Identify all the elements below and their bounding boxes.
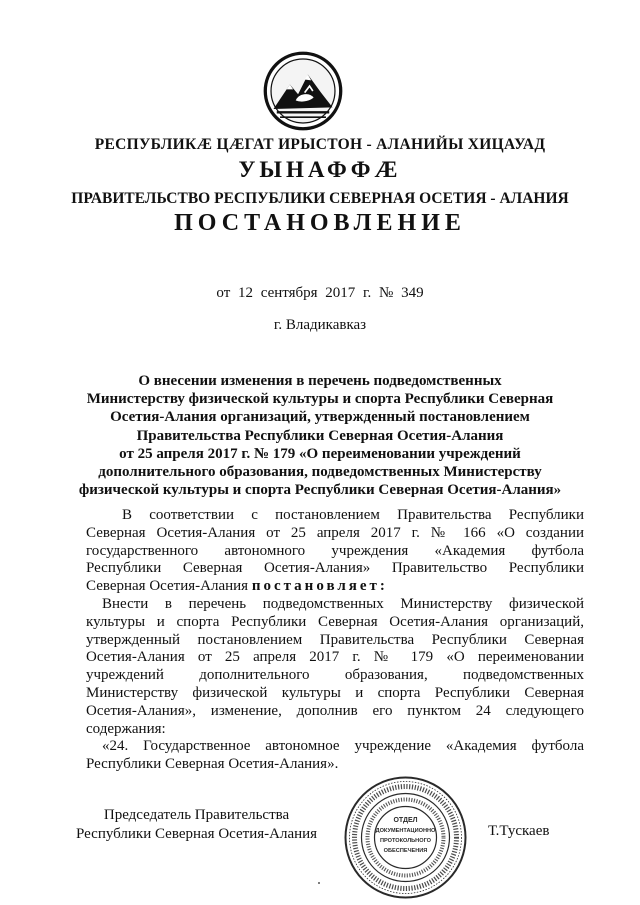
subject-line: Министерству физической культуры и спорта Республики Северная <box>86 391 554 408</box>
official-seal-icon <box>343 775 468 900</box>
body-line: культуры и спорта Республики Северная Осетия-Алания организаций, <box>86 613 584 630</box>
stamp-text: ПРОТОКОЛЬНОГО <box>379 838 432 844</box>
stamp-text: ОБЕСПЕЧЕНИЯ <box>383 848 428 854</box>
body-line: Осетия-Алания», изменение, дополнив его пунктом 24 следующего <box>86 702 584 719</box>
body-line <box>86 578 584 596</box>
subject-line: дополнительного образования, подведомственных Министерству <box>98 464 542 481</box>
body-text: : <box>379 578 388 595</box>
body-line: содержания: <box>86 720 166 737</box>
signature-position-line: Республики Северная Осетия-Алания <box>76 826 318 842</box>
header-government: ПРАВИТЕЛЬСТВО РЕСПУБЛИКИ СЕВЕРНАЯ ОСЕТИЯ - АЛАНИЯ <box>71 190 569 207</box>
subject-line: Правительства Республики Северная Осетия-Алания <box>136 427 504 444</box>
stamp-text: ОТДЕЛ <box>393 817 418 824</box>
document-body <box>86 507 584 774</box>
subject-line: О внесении изменения в перечень подведомственных <box>138 373 502 389</box>
document-date-number: от 12 сентября 2017 г. № 349 <box>216 285 424 301</box>
body-line: Северная Осетия-Алания от 25 апреля 2017 г. № 166 «О создании <box>86 524 584 541</box>
subject-line: от 25 апреля 2017 г. № 179 «О переименовании учреждений <box>119 445 521 462</box>
header-decree-ossetian: УЫНАФФӔ <box>238 157 402 182</box>
body-line: Осетия-Алания от 25 апреля 2017 г. № 179 «О переименовании <box>86 649 584 666</box>
body-line: «24. Государственное автономное учреждение «Академия футбола <box>102 738 584 755</box>
document-subject <box>60 372 580 499</box>
document-city: г. Владикавказ <box>273 317 367 333</box>
signature-position-line: Председатель Правительства <box>103 807 290 823</box>
signature-position <box>76 806 317 844</box>
body-line: Республики Северная Осетия-Алания». <box>86 756 339 773</box>
subject-line: физической культуры и спорта Республики Северная Осетия-Алания» <box>78 482 562 499</box>
scan-dot <box>318 882 320 884</box>
subject-line: Осетия-Алания организаций, утвержденный постановлением <box>110 409 530 426</box>
header-republic-ossetian: РЕСПУБЛИКӔ ЦӔГАТ ИРЫСТОН - АЛАНИЙЫ ХИЦАУАД <box>94 136 546 153</box>
signatory-name: Т.Тускаев <box>488 823 550 839</box>
state-emblem-icon <box>262 50 344 132</box>
body-line: Республики Северная Осетия-Алания» Правительство Республики <box>86 560 584 577</box>
body-line: утвержденный постановлением Правительства Республики Северная <box>86 631 584 648</box>
body-line: В соответствии с постановлением Правительства Республики <box>122 507 584 523</box>
document-type-title: ПОСТАНОВЛЕНИЕ <box>174 210 466 236</box>
body-line: Внести в перечень подведомственных Министерству физической <box>102 595 584 612</box>
body-line: учреждений дополнительного образования, подведомственных <box>86 667 584 684</box>
body-line: Министерству физической культуры и спорта Республики Северная <box>86 684 584 701</box>
stamp-text: ДОКУМЕНТАЦИОННО <box>375 828 436 834</box>
body-text: Северная Осетия-Алания <box>86 578 249 595</box>
resolves-word: постановляет <box>251 578 380 595</box>
body-line: государственного автономного учреждения «Академия футбола <box>86 542 584 559</box>
